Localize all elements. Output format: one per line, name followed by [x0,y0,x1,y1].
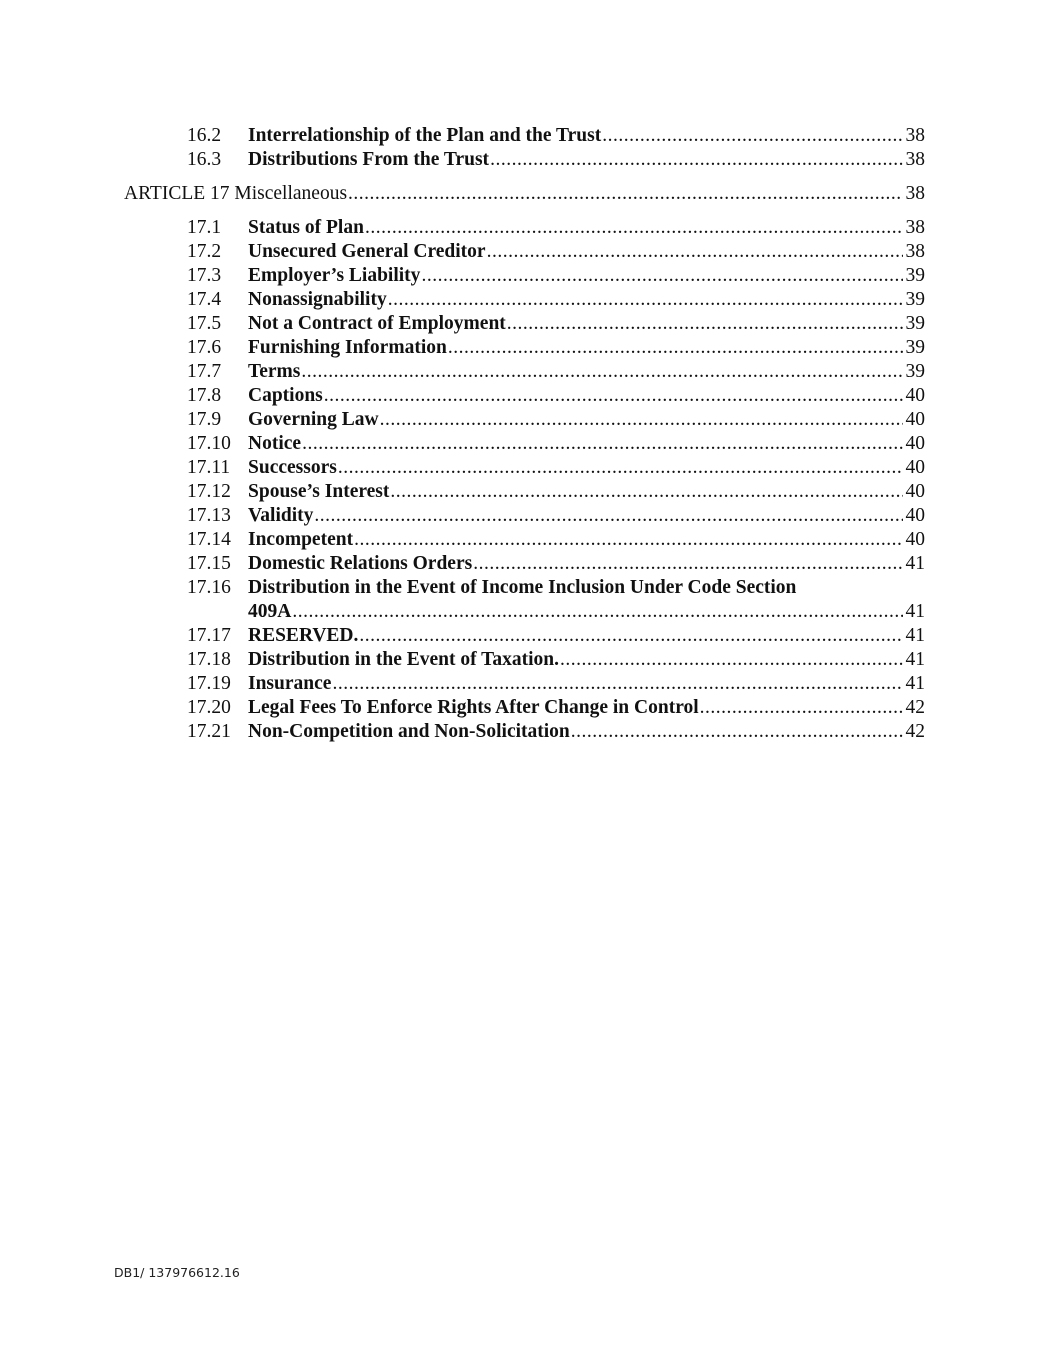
dot-leader [348,182,902,206]
toc-entry-number: 17.4 [187,289,222,310]
dot-leader [365,216,903,240]
toc-entry-title: Successors [248,457,337,478]
toc-entry-17-7[interactable] [187,360,925,384]
toc-entry-page: 41 [905,601,925,622]
toc-entry-page: 38 [905,217,925,238]
dot-leader [448,336,903,360]
toc-entry-page: 40 [905,505,925,526]
toc-entry-17-18[interactable] [187,648,925,672]
toc-entry-number: 17.10 [187,433,231,454]
toc-article-17[interactable] [124,182,925,206]
toc-entry-page: 38 [905,125,925,146]
toc-entry-title: Distributions From the Trust [248,149,490,170]
toc-entry-17-8[interactable] [187,384,925,408]
dot-leader [421,264,902,288]
dot-leader [388,288,903,312]
toc-entry-page: 39 [905,313,925,334]
toc-entry-16-2[interactable] [187,124,925,148]
toc-entry-17-19[interactable] [187,672,925,696]
toc-entry-17-4[interactable] [187,288,925,312]
toc-entry-page: 39 [905,361,925,382]
toc-entry-title: Nonassignability [248,289,387,310]
toc-entry-title: Employer’s Liability [248,265,421,286]
toc-entry-number: 17.20 [187,697,231,718]
toc-entry-title: Unsecured General Creditor [248,241,486,262]
footer-doc-id: DB1/ 137976612.16 [114,1265,240,1280]
toc-entry-title: Validity [248,505,314,526]
toc-entry-page: 41 [905,673,925,694]
dot-leader [507,312,903,336]
toc-entry-number: 17.21 [187,721,231,742]
toc-entry-page: 41 [905,649,925,670]
dot-leader [324,384,903,408]
toc-entry-number: 16.2 [187,125,222,146]
dot-leader [490,148,902,172]
toc-entry-17-21[interactable] [187,720,925,744]
dot-leader [301,360,902,384]
toc-entry-17-13[interactable] [187,504,925,528]
toc-entry-page: 38 [905,149,925,170]
toc-entry-page: 42 [905,721,925,742]
toc-entry-17-20[interactable] [187,696,925,720]
dot-leader [314,504,902,528]
toc-entry-title: Captions [248,385,323,406]
toc-entry-number: 17.14 [187,529,231,550]
toc-entry-page: 41 [905,625,925,646]
toc-entry-number: 17.5 [187,313,222,334]
toc-entry-page: 40 [905,385,925,406]
toc-entry-title: Non-Competition and Non-Solicitation [248,721,570,742]
toc-entry-17-16-line2[interactable] [187,600,925,624]
dot-leader [332,672,902,696]
toc-entry-number: 17.6 [187,337,222,358]
toc-entry-number: 17.17 [187,625,231,646]
toc-entry-number: 17.15 [187,553,231,574]
toc-entry-page: 38 [905,241,925,262]
toc-entry-number: 17.19 [187,673,231,694]
toc-entry-17-10[interactable] [187,432,925,456]
dot-leader [338,456,903,480]
dot-leader [700,696,903,720]
toc-entry-page: 40 [905,481,925,502]
toc-entry-17-17[interactable] [187,624,925,648]
toc-entry-17-5[interactable] [187,312,925,336]
toc-entry-title: Governing Law [248,409,379,430]
dot-leader [292,600,902,624]
toc-entry-number: 17.13 [187,505,231,526]
toc-entry-page: 39 [905,265,925,286]
toc-entry-17-1[interactable] [187,216,925,240]
toc-entry-title: Insurance [248,673,332,694]
dot-leader [380,408,903,432]
toc-entry-number: 17.3 [187,265,222,286]
toc-entry-title: Incompetent [248,529,354,550]
dot-leader [302,432,902,456]
toc-entry-page: 39 [905,289,925,310]
toc-entry-17-11[interactable] [187,456,925,480]
toc-entry-title: Domestic Relations Orders [248,553,473,574]
toc-entry-page: 41 [905,553,925,574]
toc-entry-16-3[interactable] [187,148,925,172]
toc-entry-page: 40 [905,529,925,550]
toc-entry-number: 17.12 [187,481,231,502]
toc-entry-number: 16.3 [187,149,222,170]
toc-entry-page: 40 [905,457,925,478]
toc-entry-page: 40 [905,433,925,454]
toc-entry-17-6[interactable] [187,336,925,360]
toc-entry-number: 17.11 [187,457,231,478]
toc-entry-17-3[interactable] [187,264,925,288]
toc-entry-page: 38 [905,183,925,204]
toc-entry-page: 39 [905,337,925,358]
toc-entry-17-14[interactable] [187,528,925,552]
toc-entry-title: Interrelationship of the Plan and the Trust [248,125,602,146]
dot-leader [571,720,903,744]
toc-entry-title: Spouse’s Interest [248,481,390,502]
toc-entry-title: Terms [248,361,301,382]
toc-entry-page: 40 [905,409,925,430]
toc-entry-title: Furnishing Information [248,337,447,358]
toc-entry-title: Distribution in the Event of Taxation. [248,649,559,670]
dot-leader [359,624,902,648]
toc-entry-title-line1: Distribution in the Event of Income Inclusion Under Code Section [248,577,797,598]
toc-entry-number: 17.18 [187,649,231,670]
dot-leader [473,552,902,576]
toc-entry-title: RESERVED. [248,625,359,646]
toc-entry-17-12[interactable] [187,480,925,504]
toc-entry-number: 17.1 [187,217,222,238]
toc-article-title: ARTICLE 17 Miscellaneous [124,183,348,204]
toc-entry-page: 42 [905,697,925,718]
toc-entry-title: Status of Plan [248,217,364,238]
dot-leader [560,648,903,672]
toc-entry-number: 17.8 [187,385,222,406]
toc-entry-number: 17.9 [187,409,222,430]
toc-entry-17-2[interactable] [187,240,925,264]
toc-entry-title: Notice [248,433,302,454]
toc-entry-title-line2: 409A [248,601,292,622]
toc-entry-17-15[interactable] [187,552,925,576]
toc-entry-title: Legal Fees To Enforce Rights After Change in Control [248,697,699,718]
dot-leader [487,240,903,264]
dot-leader [602,124,902,148]
toc-entry-title: Not a Contract of Employment [248,313,506,334]
toc-entry-17-9[interactable] [187,408,925,432]
toc-entry-number: 17.2 [187,241,222,262]
toc-entry-number: 17.7 [187,361,222,382]
toc-entry-number: 17.16 [187,577,231,598]
dot-leader [354,528,902,552]
dot-leader [390,480,902,504]
